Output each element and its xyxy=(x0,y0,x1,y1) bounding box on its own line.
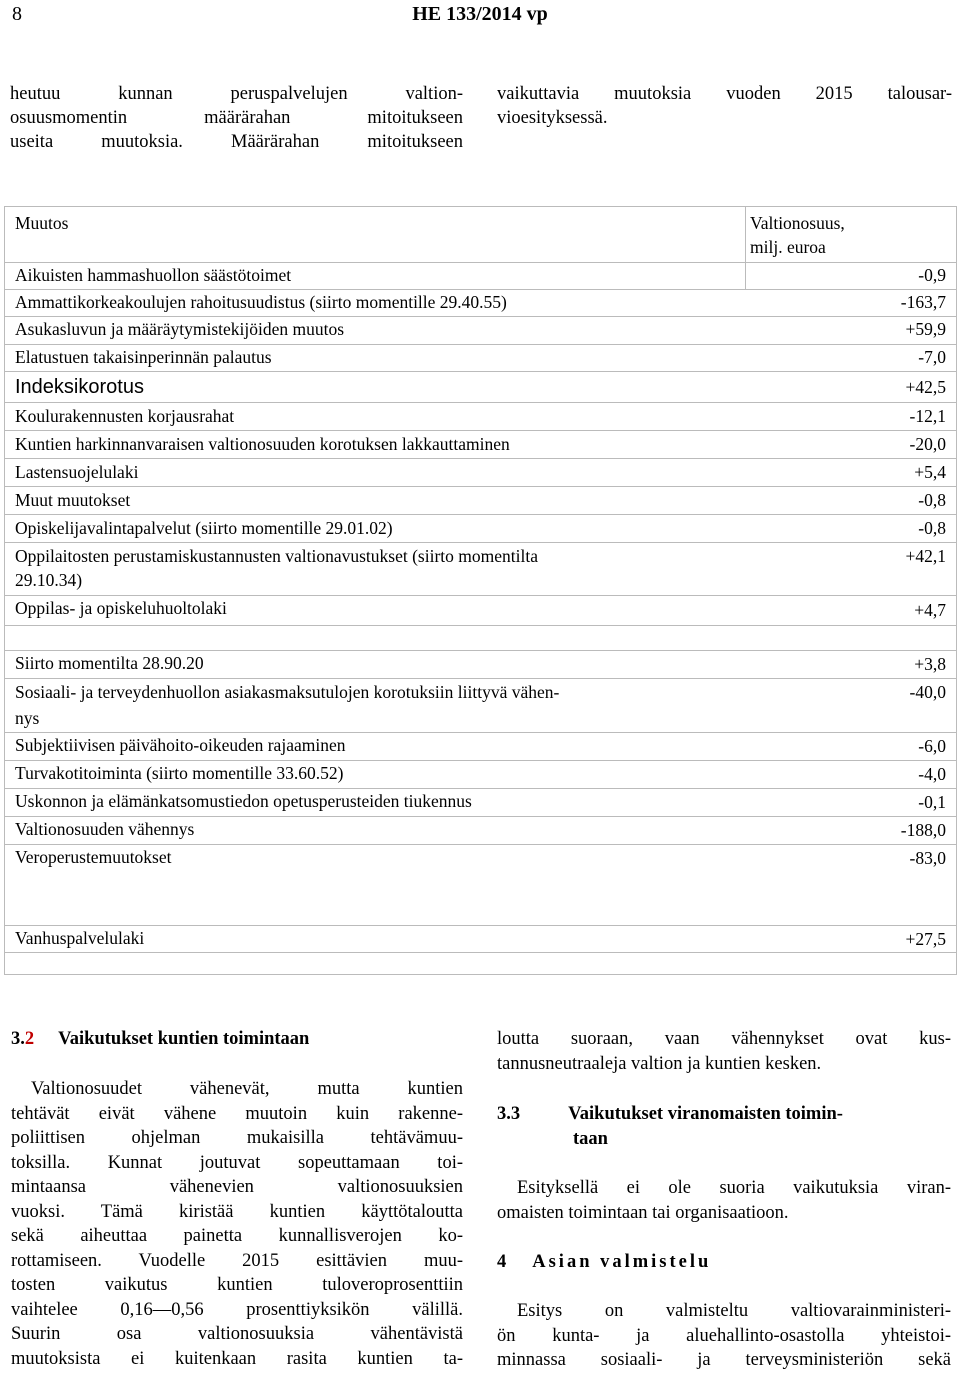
intro-right-column xyxy=(497,82,952,130)
section-heading-3-3 xyxy=(497,1102,951,1151)
table-row-label: Koulurakennusten korjausrahat xyxy=(15,406,235,426)
table-row-label-continued: nys xyxy=(15,708,40,728)
table-row-label: Indeksikorotus xyxy=(15,376,144,398)
section-number: 4 xyxy=(497,1252,507,1272)
body-line: minnassa sosiaali- ja terveysministeriön sekä xyxy=(497,1350,951,1370)
row-divider xyxy=(5,262,956,263)
intro-left-line: heutuu kunnan peruspalvelujen valtion- xyxy=(10,84,463,104)
row-divider xyxy=(5,289,956,290)
body-line: mintaansa vähenevien valtionosuuksien xyxy=(11,1177,463,1197)
section-title-continued: taan xyxy=(573,1128,608,1149)
body-line: vuoksi. Tämä kiristää kuntien käyttötaloutta xyxy=(11,1201,463,1222)
table-row-value: -0,8 xyxy=(918,518,946,538)
column-header-value-unit: milj. euroa xyxy=(750,237,826,257)
row-divider xyxy=(5,760,956,761)
table-row-label-continued: 29.10.34) xyxy=(15,570,83,590)
body-line: poliittisen ohjelman mukaisilla tehtävämuu- xyxy=(11,1128,463,1148)
table-row-value: -6,0 xyxy=(918,736,946,756)
row-divider xyxy=(5,925,956,926)
intro-right-line: vaikuttavia muutoksia vuoden 2015 talousar- xyxy=(497,84,952,104)
section-3-2-continuation xyxy=(497,1027,951,1076)
table-row-value: +4,7 xyxy=(914,600,946,620)
row-divider xyxy=(5,542,956,543)
table-row-label: Opiskelijavalintapalvelut (siirto momentille 29.01.02) xyxy=(15,518,393,538)
table-row-label: Valtionosuuden vähennys xyxy=(15,819,195,839)
table-row-value: -163,7 xyxy=(900,292,946,312)
section-number: 3. xyxy=(11,1029,25,1049)
row-divider xyxy=(5,625,956,626)
section-heading-4 xyxy=(497,1250,711,1275)
body-line: tehtävät eivät vähene muutoin kuin rakenne- xyxy=(11,1103,463,1124)
row-divider xyxy=(5,650,956,651)
body-line: toksilla. Kunnat joutuvat sopeuttamaan toi- xyxy=(11,1152,463,1173)
body-line: ön kunta- ja aluehallinto-osastolla yhteistoi- xyxy=(497,1325,951,1346)
row-divider xyxy=(5,514,956,515)
intro-right-line: vioesityksessä. xyxy=(497,108,608,128)
table-row-label: Aikuisten hammashuollon säästötoimet xyxy=(15,265,292,285)
table-row-value: +59,9 xyxy=(905,319,946,339)
table-row-label: Oppilaitosten perustamiskustannusten valtionavustukset (siirto momentilta xyxy=(15,546,538,566)
row-divider xyxy=(5,486,956,487)
section-3-2-body xyxy=(11,1077,463,1371)
body-line: Esitys on valmisteltu valtiovarainministeri- xyxy=(517,1301,951,1321)
table-row-value: -83,0 xyxy=(909,848,946,868)
body-line: tannusneutraaleja valtion ja kuntien kesken. xyxy=(497,1053,822,1074)
table-row-label: Uskonnon ja elämänkatsomustiedon opetusperusteiden tiukennus xyxy=(15,791,472,811)
row-divider xyxy=(5,371,956,372)
row-divider xyxy=(5,595,956,596)
page-number: 8 xyxy=(12,3,22,25)
section-heading-3-2 xyxy=(11,1027,309,1052)
section-number: 3.3 xyxy=(497,1104,521,1124)
section-title: Vaikutukset viranomaisten toimin- xyxy=(568,1104,843,1124)
table-row-label: Lastensuojelulaki xyxy=(15,462,139,482)
table-row-value: +27,5 xyxy=(905,929,946,949)
table-row-value: -4,0 xyxy=(918,764,946,784)
table-row-label: Kuntien harkinnanvaraisen valtionosuuden korotuksen lakkauttaminen xyxy=(15,434,510,454)
table-row-label: Sosiaali- ja terveydenhuollon asiakasmaksutulojen korotuksiin liittyvä vähen- xyxy=(15,682,560,702)
section-4-body xyxy=(497,1299,951,1373)
row-divider xyxy=(5,430,956,431)
table-row-value: -188,0 xyxy=(900,820,946,840)
table-row-label: Elatustuen takaisinperinnän palautus xyxy=(15,347,272,367)
table-row-value: -0,8 xyxy=(918,490,946,510)
intro-left-line: useita muutoksia. Määrärahan mitoitukseen xyxy=(10,132,463,152)
table-row-value: -12,1 xyxy=(909,406,946,426)
column-divider xyxy=(745,207,746,289)
row-divider xyxy=(5,458,956,459)
body-line: tosten vaikutus kuntien tuloveroprosenttiin xyxy=(11,1275,463,1295)
body-line: omaisten toimintaan tai organisaatioon. xyxy=(497,1202,789,1223)
section-number-highlight: 2 xyxy=(24,1029,35,1049)
table-row-label: Subjektiivisen päivähoito-oikeuden rajaaminen xyxy=(15,735,346,755)
table-row-label: Asukasluvun ja määräytymistekijöiden muutos xyxy=(15,319,345,339)
section-3-3-body xyxy=(497,1176,951,1225)
intro-left-column xyxy=(10,82,463,154)
table-row-value: -0,9 xyxy=(918,265,946,285)
row-divider xyxy=(5,344,956,345)
body-line: muutoksista ei kuitenkaan rasita kuntien ta- xyxy=(11,1348,463,1369)
table-row-label: Muut muutokset xyxy=(15,490,131,510)
body-line: Valtionosuudet vähenevät, mutta kuntien xyxy=(31,1079,463,1099)
table-row-label: Veroperustemuutokset xyxy=(15,847,172,867)
table-row-value: -20,0 xyxy=(909,434,946,454)
column-header-value: Valtionosuus, xyxy=(750,213,845,233)
table-row-value: -7,0 xyxy=(918,347,946,367)
section-title: Vaikutukset kuntien toimintaan xyxy=(58,1029,310,1049)
table-row-value: +3,8 xyxy=(914,654,946,674)
intro-left-line: osuusmomentin määrärahan mitoitukseen xyxy=(10,108,463,128)
column-header-change: Muutos xyxy=(15,213,69,233)
table-row-label: Oppilas- ja opiskeluhuoltolaki xyxy=(15,598,227,618)
body-line: Suurin osa valtionosuuksia vähentävistä xyxy=(11,1324,463,1344)
table-row-label: Ammattikorkeakoulujen rahoitusuudistus (siirto momentille 29.40.55) xyxy=(15,292,507,312)
row-divider xyxy=(5,952,956,953)
body-line: loutta suoraan, vaan vähennykset ovat kus- xyxy=(497,1029,951,1049)
body-line: sekä aiheuttaa painetta kunnallisverojen ko- xyxy=(11,1226,463,1246)
table-row-value: +5,4 xyxy=(914,462,946,482)
document-title: HE 133/2014 vp xyxy=(412,3,548,25)
row-divider xyxy=(5,788,956,789)
row-divider xyxy=(5,678,956,679)
table-row-value: -40,0 xyxy=(909,682,946,702)
row-divider xyxy=(5,316,956,317)
section-title: Asian valmistelu xyxy=(532,1252,712,1272)
table-row-value: +42,5 xyxy=(905,377,946,397)
table-row-label: Turvakotitoiminta (siirto momentille 33.60.52) xyxy=(15,763,344,783)
row-divider xyxy=(5,732,956,733)
change-table xyxy=(4,206,957,975)
table-row-value: -0,1 xyxy=(918,792,946,812)
row-divider xyxy=(5,402,956,403)
table-row-label: Vanhuspalvelulaki xyxy=(15,928,145,948)
table-row-label: Siirto momentilta 28.90.20 xyxy=(15,653,204,673)
body-line: Esityksellä ei ole suoria vaikutuksia viran- xyxy=(517,1178,951,1198)
table-row-value: +42,1 xyxy=(905,546,946,566)
body-line: rottamiseen. Vuodelle 2015 esittävien muu- xyxy=(11,1250,463,1271)
body-line: vaihtelee 0,16—0,56 prosenttiyksikön välillä. xyxy=(11,1299,463,1320)
row-divider xyxy=(5,844,956,845)
row-divider xyxy=(5,816,956,817)
